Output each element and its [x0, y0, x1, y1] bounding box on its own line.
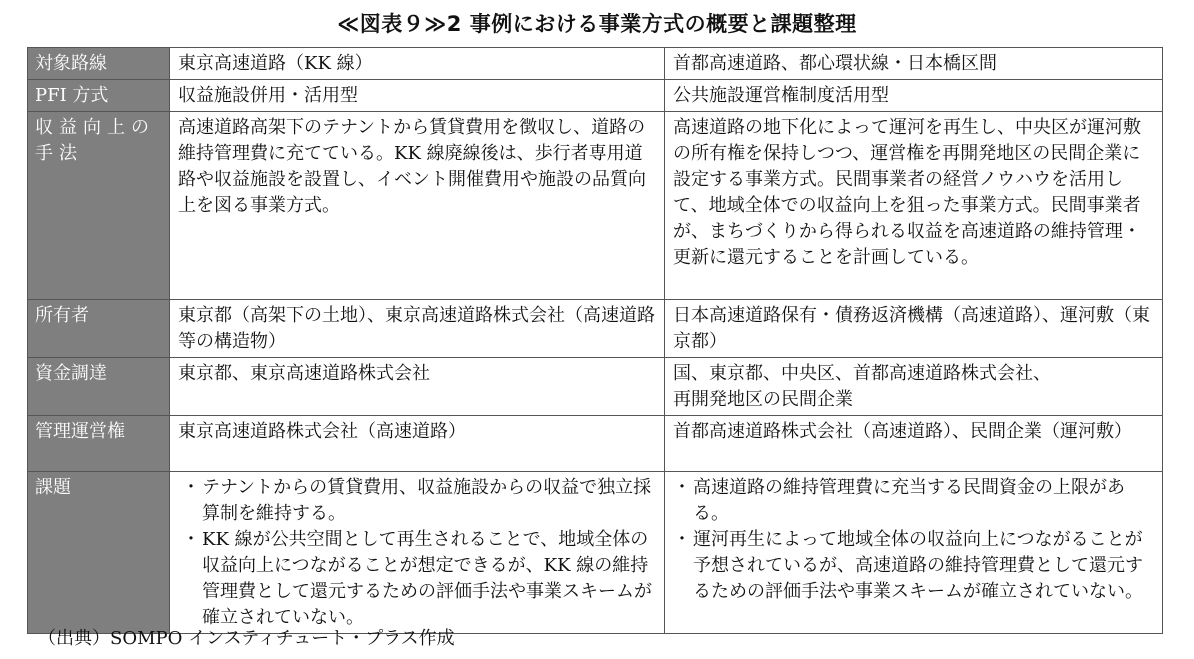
row-header-issues: 課題: [28, 472, 170, 634]
list-item: ・ 運河再生によって地域全体の収益向上につながることが予想されているが、高速道路の維持管理費として還元するための評価手法や事業スキームが確立されていない。: [673, 527, 1154, 605]
figure-title: ≪図表９≫2 事例における事業方式の概要と課題整理: [337, 12, 857, 36]
row-header-management-rights: 管理運営権: [28, 416, 170, 472]
table-row: [28, 80, 1163, 112]
cell-kk-pfi: 収益施設併用・活用型: [170, 80, 665, 112]
list-item: ・ 高速道路の維持管理費に充当する民間資金の上限がある。: [673, 475, 1154, 527]
table-row: [28, 416, 1163, 472]
source-note: （出典）SOMPO インスティチュート・プラス作成: [38, 628, 455, 649]
cell-shuto-route: 首都高速道路、都心環状線・日本橋区間: [665, 48, 1163, 80]
bullet-list: [182, 475, 656, 631]
table-row: [28, 300, 1163, 358]
cell-kk-funding: 東京都、東京高速道路株式会社: [170, 358, 665, 416]
cell-shuto-funding: [665, 358, 1163, 416]
cell-kk-owner: 東京都（高架下の土地）、東京高速道路株式会社（高速道路等の構造物）: [170, 300, 665, 358]
list-item: ・ テナントからの賃貸費用、収益施設からの収益で独立採算制を維持する。: [182, 475, 656, 527]
cell-line: 再開発地区の民間企業: [673, 389, 853, 410]
table-row: [28, 112, 1163, 300]
table-row: [28, 358, 1163, 416]
cell-kk-issues: [170, 472, 665, 634]
cell-shuto-issues: [665, 472, 1163, 634]
bullet-list: [673, 475, 1154, 605]
cell-kk-revenue: 高速道路高架下のテナントから賃貸費用を徴収し、道路の維持管理費に充てている。KK 線廃線後は、歩行者専用道路や収益施設を設置し、イベント開催費用や施設の品質向上を図る事業方式。: [170, 112, 665, 300]
cell-shuto-revenue: 高速道路の地下化によって運河を再生し、中央区が運河敷の所有権を保持しつつ、運営権を再開発地区の民間企業に設定する事業方式。民間事業者の経営ノウハウを活用して、地域全体での収益向上を狙った事業方式。民間事業者が、まちづくりから得られる収益を高速道路の維持管理・更新に還元することを計画している。: [665, 112, 1163, 300]
cell-shuto-owner: 日本高速道路保有・債務返済機構（高速道路）、運河敷（東京都）: [665, 300, 1163, 358]
cell-line: 国、東京都、中央区、首都高速道路株式会社、: [673, 363, 1051, 384]
row-header-funding: 資金調達: [28, 358, 170, 416]
row-header-revenue-method: 収益向上の手法: [28, 112, 170, 300]
comparison-table: [27, 47, 1163, 634]
table-row: [28, 472, 1163, 634]
row-header-owner: 所有者: [28, 300, 170, 358]
table-row: [28, 48, 1163, 80]
row-header-target-route: 対象路線: [28, 48, 170, 80]
list-item: ・ KK 線が公共空間として再生されることで、地域全体の収益向上につながることが想定できるが、KK 線の維持管理費として還元するための評価手法や事業スキームが確立されていない。: [182, 527, 656, 631]
cell-shuto-management: 首都高速道路株式会社（高速道路）、民間企業（運河敷）: [665, 416, 1163, 472]
row-header-pfi-method: PFI 方式: [28, 80, 170, 112]
cell-shuto-pfi: 公共施設運営権制度活用型: [665, 80, 1163, 112]
cell-kk-management: 東京高速道路株式会社（高速道路）: [170, 416, 665, 472]
cell-kk-route: 東京高速道路（KK 線）: [170, 48, 665, 80]
